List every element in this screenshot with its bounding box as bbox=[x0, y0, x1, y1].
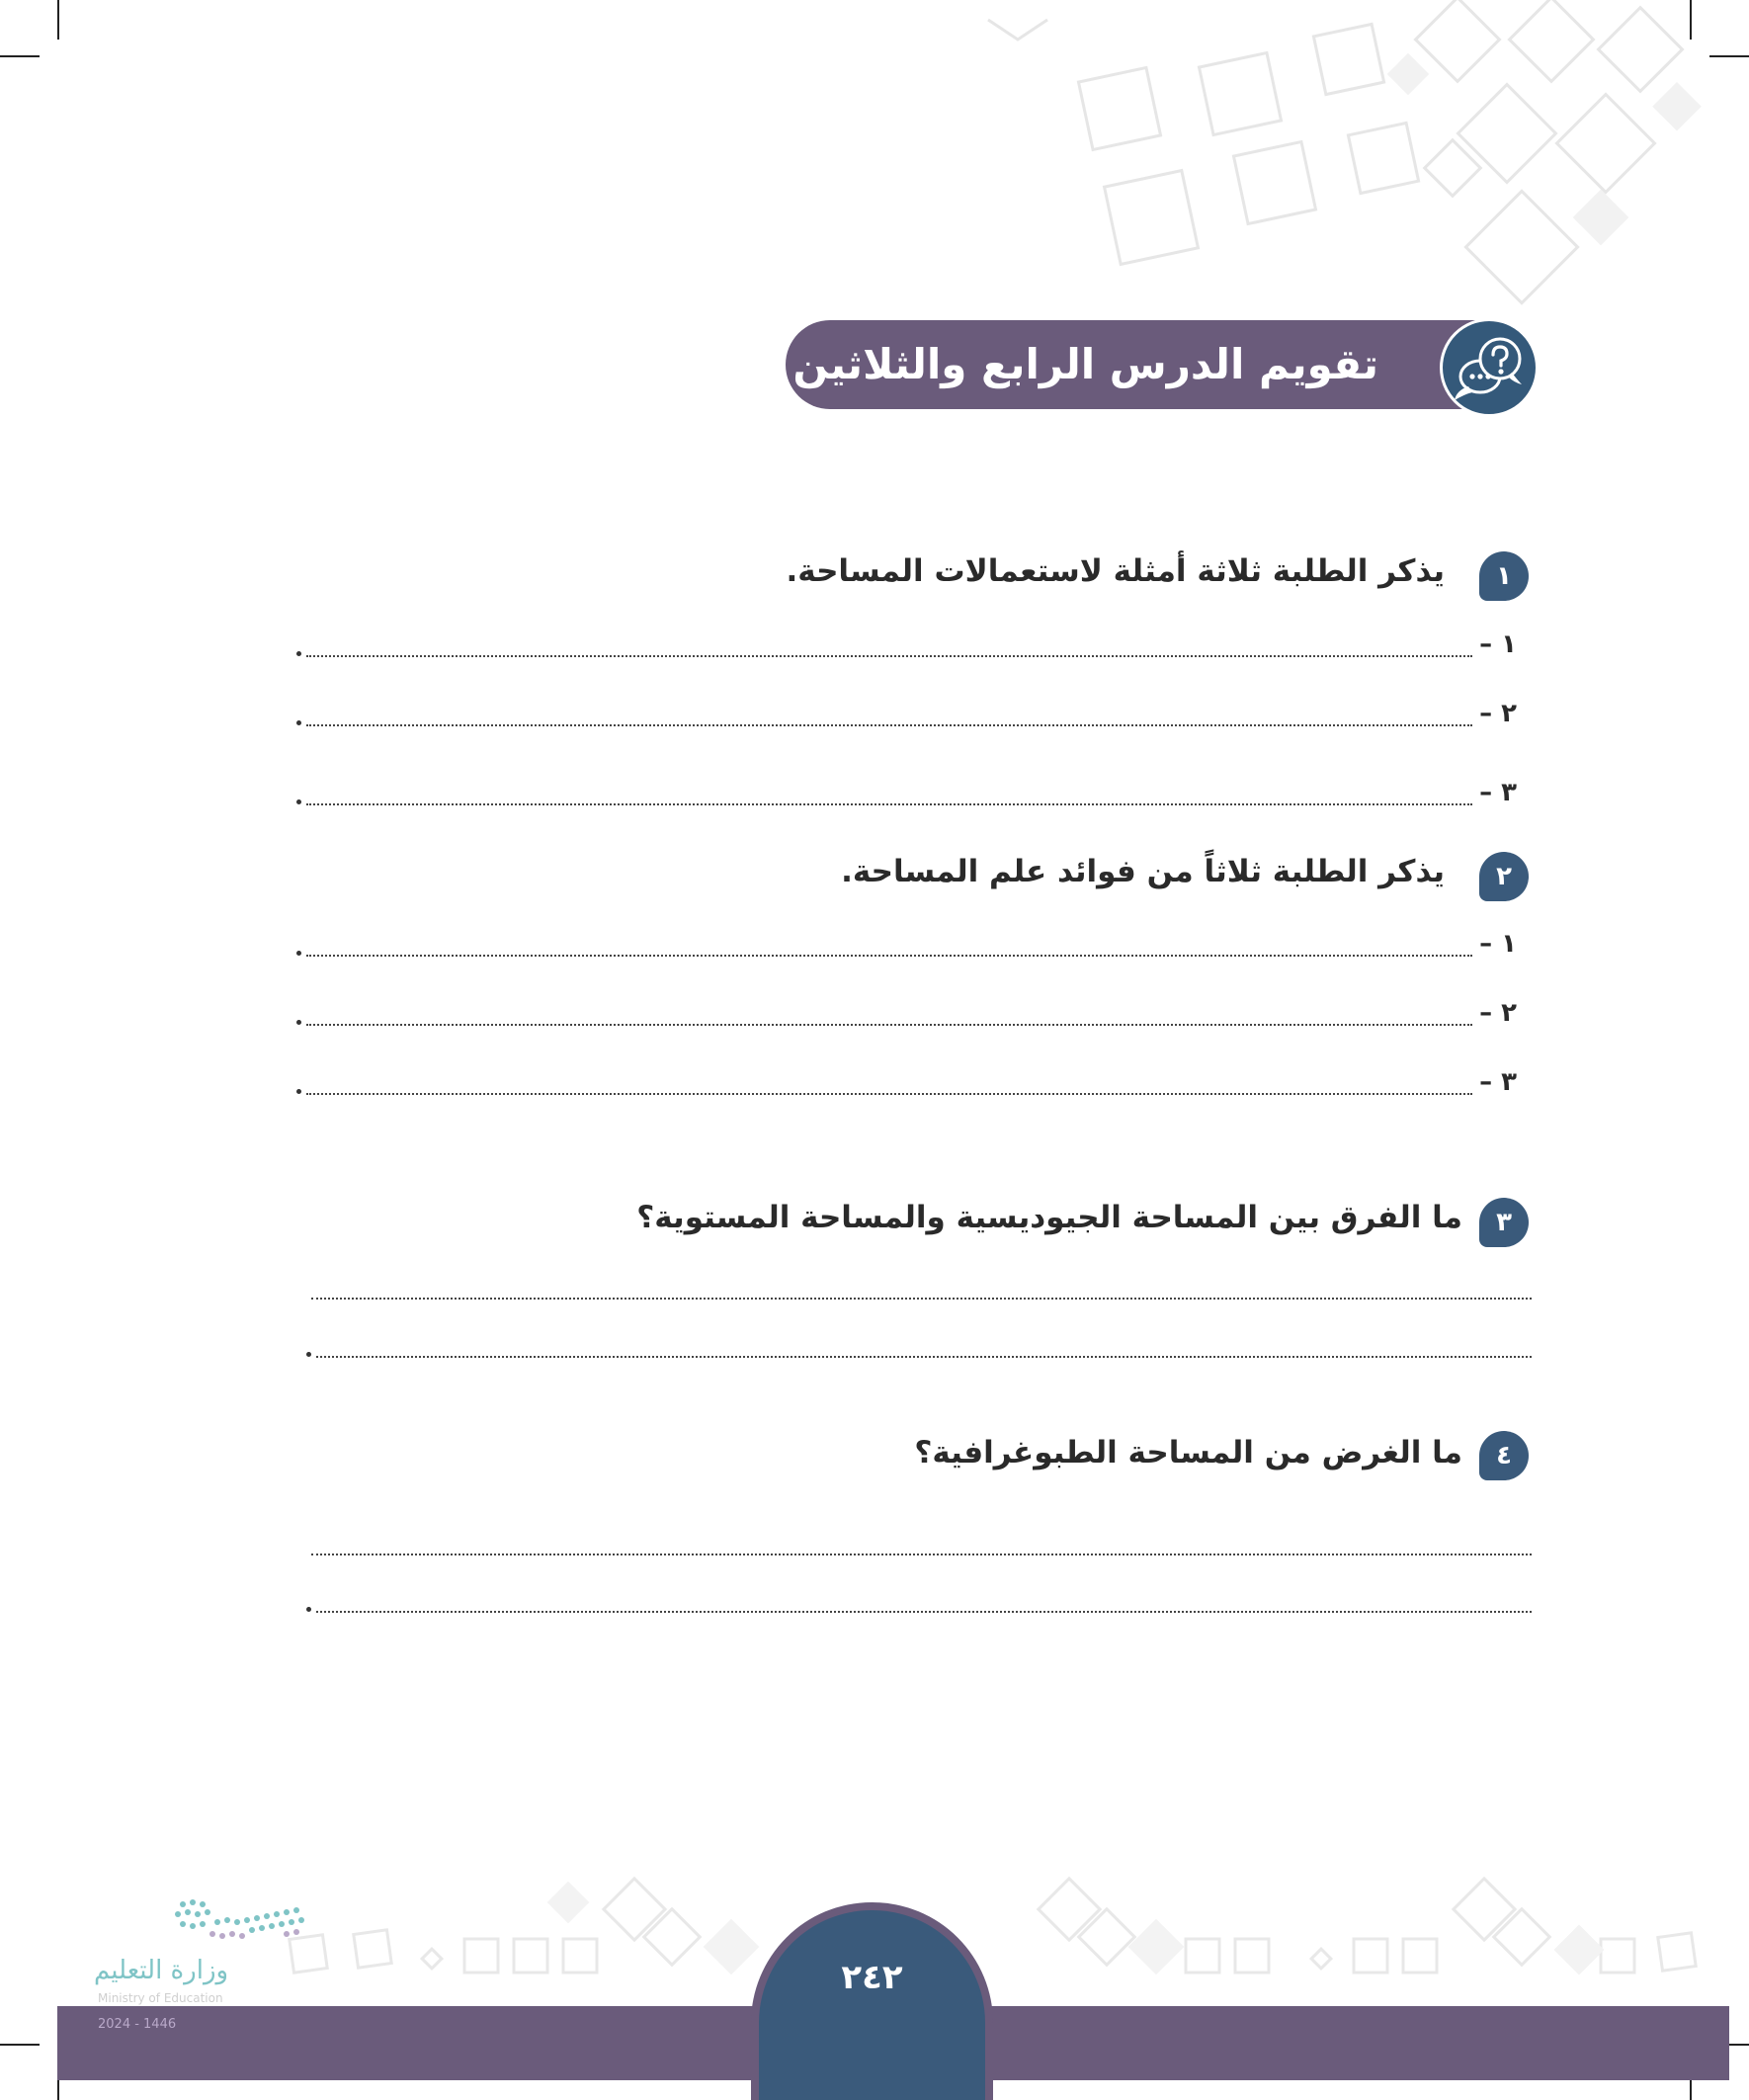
answer-line[interactable] bbox=[316, 1611, 1532, 1613]
logo-arabic-text: وزارة التعليم bbox=[94, 1956, 229, 1985]
answer-line-label: ١ – bbox=[1479, 630, 1517, 659]
answer-line[interactable] bbox=[311, 1298, 1532, 1300]
answer-line[interactable] bbox=[311, 1554, 1532, 1555]
logo-english-text: Ministry of Education bbox=[98, 1991, 223, 2005]
lesson-title-bar bbox=[786, 320, 1537, 409]
lesson-title: تقويم الدرس الرابع والثلاثين bbox=[792, 340, 1378, 388]
answer-line-label: ٢ – bbox=[1479, 699, 1517, 728]
answer-line-label: ٢ – bbox=[1479, 998, 1517, 1028]
answer-line-label: ٣ – bbox=[1479, 1067, 1517, 1097]
decorative-pattern-top bbox=[968, 0, 1719, 316]
ministry-logo bbox=[94, 1892, 331, 2041]
period-mark bbox=[306, 1607, 311, 1612]
logo-dots-icon bbox=[94, 1892, 331, 1952]
question-number-badge: ٤ bbox=[1479, 1431, 1529, 1480]
question-number-badge: ٢ bbox=[1479, 852, 1529, 901]
question-chat-icon bbox=[1440, 318, 1539, 417]
period-mark bbox=[296, 720, 301, 725]
period-mark bbox=[296, 799, 301, 804]
answer-line[interactable] bbox=[306, 1093, 1472, 1095]
period-mark bbox=[296, 651, 301, 656]
answer-line-label: ٣ – bbox=[1479, 778, 1517, 807]
answer-line-label: ١ – bbox=[1479, 929, 1517, 959]
period-mark bbox=[306, 1352, 311, 1357]
question-text: يذكر الطلبة ثلاثة أمثلة لاستعمالات المساحة. bbox=[786, 553, 1445, 589]
page-number: ٢٤٢ bbox=[841, 1958, 903, 1997]
period-mark bbox=[296, 1020, 301, 1025]
period-mark bbox=[296, 1089, 301, 1094]
answer-line[interactable] bbox=[306, 803, 1472, 805]
edition-year: 2024 - 1446 bbox=[98, 2017, 177, 2032]
question-number-badge: ٣ bbox=[1479, 1198, 1529, 1247]
question-text: يذكر الطلبة ثلاثاً من فوائد علم المساحة. bbox=[841, 854, 1445, 889]
answer-line[interactable] bbox=[306, 724, 1472, 726]
crop-mark bbox=[0, 55, 40, 57]
answer-line[interactable] bbox=[306, 655, 1472, 657]
answer-line[interactable] bbox=[306, 1024, 1472, 1026]
crop-mark bbox=[0, 2044, 40, 2046]
question-text: ما الغرض من المساحة الطبوغرافية؟ bbox=[914, 1435, 1462, 1470]
period-mark bbox=[296, 951, 301, 956]
question-number-badge: ١ bbox=[1479, 551, 1529, 601]
crop-mark bbox=[57, 0, 59, 40]
answer-line[interactable] bbox=[306, 955, 1472, 957]
question-text: ما الفرق بين المساحة الجيوديسية والمساحة المستوية؟ bbox=[636, 1200, 1462, 1235]
answer-line[interactable] bbox=[316, 1356, 1532, 1358]
